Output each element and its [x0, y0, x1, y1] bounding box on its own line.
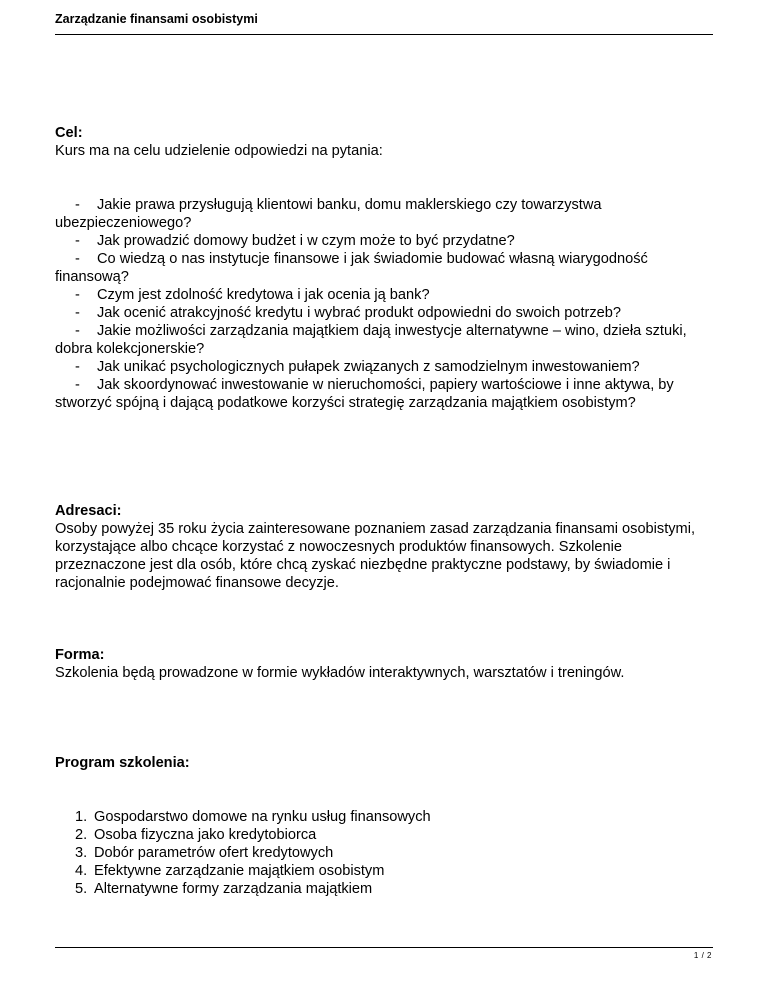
forma-text: Szkolenia będą prowadzone w formie wykładów interaktywnych, warsztatów i treningów.: [55, 665, 625, 681]
program-item: [55, 844, 715, 862]
cel-intro: Kurs ma na celu udzielenie odpowiedzi na pytania:: [55, 143, 383, 159]
dash-bullet: -: [75, 287, 80, 303]
program-heading: Program szkolenia:: [55, 755, 190, 771]
program-item-number: 3.: [75, 845, 88, 861]
dash-bullet: -: [75, 377, 80, 393]
program-item-text: Alternatywne formy zarządzania majątkiem: [94, 881, 373, 897]
program-item: [55, 862, 715, 880]
program-item: [55, 826, 715, 844]
dash-bullet: -: [75, 197, 80, 213]
adresaci-text: Osoby powyżej 35 roku życia zainteresowane poznaniem zasad zarządzania finansami osobistymi, korzystające albo chcące korzystać z nowoczesnych produktów finansowych. Szkolenie przeznaczone jest dla osób, które chcą zyskać niezbędne praktyczne podstawy, by świadomie i racjonalnie podejmować finansowe decyzje.: [55, 521, 696, 591]
dash-bullet: -: [75, 323, 80, 339]
dash-bullet: -: [75, 233, 80, 249]
question-item: [55, 196, 715, 232]
section-cel: [55, 124, 715, 412]
question-item: [55, 358, 715, 376]
question-text: Jak skoordynować inwestowanie w nieruchomości, papiery wartościowe i inne aktywa, by stworzyć spójną i dającą podatkowe korzyści strategię zarządzania majątkiem osobistym?: [55, 377, 674, 411]
program-item-number: 1.: [75, 809, 88, 825]
question-item: [55, 304, 715, 322]
question-text: Jakie prawa przysługują klientowi banku, domu maklerskiego czy towarzystwa ubezpieczeniowego?: [55, 197, 602, 231]
adresaci-heading: Adresaci:: [55, 503, 122, 519]
program-item: [55, 808, 715, 826]
forma-heading: Forma:: [55, 647, 105, 663]
question-text: Jakie możliwości zarządzania majątkiem dają inwestycje alternatywne – wino, dzieła sztuki, dobra kolekcjonerskie?: [55, 323, 687, 357]
question-text: Jak ocenić atrakcyjność kredytu i wybrać produkt odpowiedni do swoich potrzeb?: [97, 305, 622, 321]
dash-bullet: -: [75, 359, 80, 375]
footer-divider: [55, 947, 713, 948]
question-text: Jak prowadzić domowy budżet i w czym może to być przydatne?: [97, 233, 515, 249]
question-list: [55, 196, 715, 412]
header-divider: [55, 34, 713, 35]
question-item: [55, 322, 715, 358]
document-title: Zarządzanie finansami osobistymi: [55, 12, 258, 26]
question-text: Jak unikać psychologicznych pułapek związanych z samodzielnym inwestowaniem?: [97, 359, 640, 375]
program-item-number: 4.: [75, 863, 88, 879]
question-item: [55, 376, 715, 412]
question-item: [55, 232, 715, 250]
program-item: [55, 880, 715, 898]
section-adresaci: [55, 502, 715, 592]
program-list: [55, 808, 715, 898]
cel-heading: Cel:: [55, 125, 83, 141]
program-item-number: 5.: [75, 881, 88, 897]
question-item: [55, 250, 715, 286]
page-number: 1 / 2: [693, 951, 712, 960]
section-program: [55, 754, 715, 898]
question-text: Co wiedzą o nas instytucje finansowe i jak świadomie budować własną wiarygodność finansową?: [55, 251, 648, 285]
dash-bullet: -: [75, 251, 80, 267]
dash-bullet: -: [75, 305, 80, 321]
program-item-text: Efektywne zarządzanie majątkiem osobistym: [94, 863, 385, 879]
program-item-text: Gospodarstwo domowe na rynku usług finansowych: [94, 809, 431, 825]
document-body: [55, 124, 715, 898]
program-item-text: Osoba fizyczna jako kredytobiorca: [94, 827, 317, 843]
question-item: [55, 286, 715, 304]
program-item-text: Dobór parametrów ofert kredytowych: [94, 845, 334, 861]
question-text: Czym jest zdolność kredytowa i jak ocenia ją bank?: [97, 287, 430, 303]
program-item-number: 2.: [75, 827, 88, 843]
section-forma: [55, 646, 715, 682]
